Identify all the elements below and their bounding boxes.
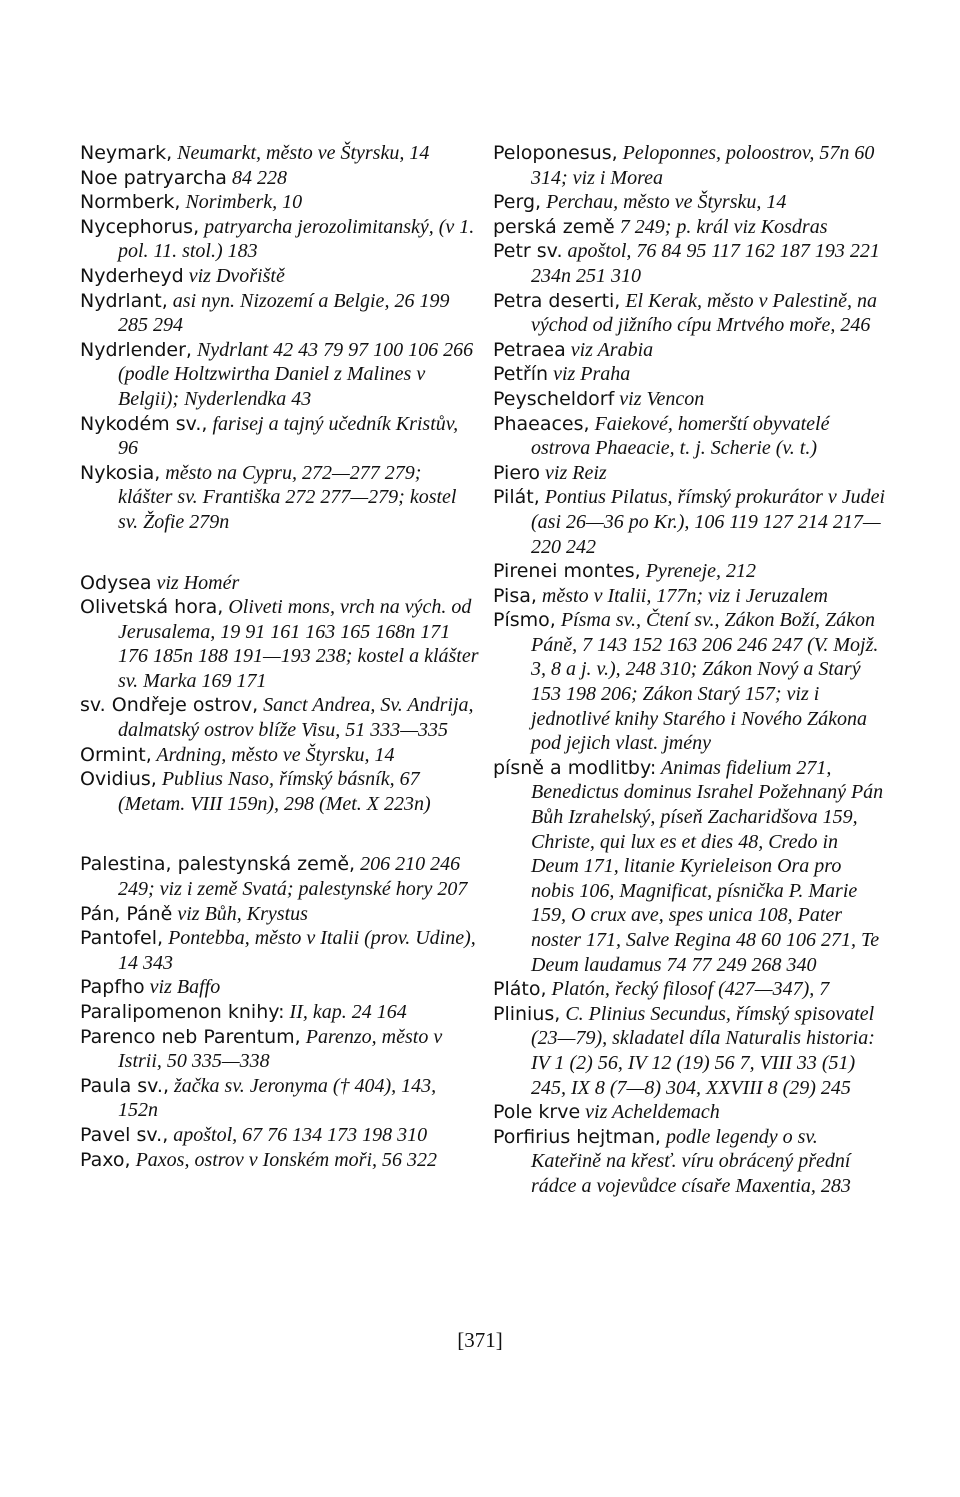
page-number: [371]	[457, 1328, 503, 1352]
entry-headword: Nykodém sv.,	[80, 412, 208, 435]
index-entry	[493, 461, 888, 486]
index-entry	[80, 1025, 480, 1074]
entry-text: viz Acheldemach	[580, 1101, 720, 1124]
entry-text: Animas fidelium 271, Benedictus dominus Israhel Požehnaný Pán Bůh Izrahelský, píseň Zacharidšova 159, Christe, qui lux es et dies 48, Credo in Deum 171, litanie Kyrieleison Ora pro nobis 106, Magnificat, písnička P. Marie 159, O crux ave, spes unica 108, Pater noster 171, Salve Regina 48 60 106 271, Te Deum laudamus 74 77 249 268 340	[531, 756, 884, 976]
entry-text: apoštol, 67 76 134 173 198 310	[168, 1123, 428, 1146]
index-entry	[80, 1074, 480, 1123]
entry-headword: Pavel sv.,	[80, 1123, 169, 1146]
index-entry	[80, 743, 480, 768]
entry-text: 206 210 246 249; viz i země Svatá; palestynské hory 207	[118, 853, 468, 901]
index-entry	[80, 767, 480, 816]
entry-text: viz Arabia	[565, 338, 654, 361]
entry-headword: Nydrlender,	[80, 338, 192, 361]
entry-headword: Noe patryarcha	[80, 166, 227, 189]
index-entry	[493, 756, 888, 977]
entry-text: viz Homér	[151, 571, 240, 594]
entry-text: Písma sv., Čtení sv., Zákon Boží, Zákon Páně, 7 143 152 163 206 246 247 (V. Mojž. 3, 8 a j. v.), 248 310; Zákon Nový a Starý 153 198 206; Zákon Starý 157; viz i jednotlivé knihy Starého i Nového Zákona pod jejich vlast. jmény	[531, 609, 879, 755]
entry-text: 84 228	[226, 166, 287, 189]
entry-text: žačka sv. Jeronyma († 404), 143, 152n	[118, 1074, 437, 1122]
index-entry	[493, 362, 888, 387]
index-entry	[80, 166, 480, 191]
index-entry	[80, 461, 480, 535]
entry-text: Platón, řecký filosof (427—347), 7	[546, 978, 830, 1001]
entry-headword: Phaeaces,	[493, 412, 590, 435]
index-entry	[80, 289, 480, 338]
entry-text: Pontius Pilatus, římský prokurátor v Judei (asi 26—36 po Kr.), 106 119 127 214 217—220 242	[531, 486, 886, 558]
index-entry	[493, 559, 888, 584]
index-entry	[80, 190, 480, 215]
entry-text: podle legendy o sv. Kateřině na křesť. víru obrácený přední rádce a vojevůdce císaře Maxentia, 283	[531, 1125, 851, 1197]
entry-text: Publius Naso, římský básník, 67 (Metam. VIII 159n), 298 (Met. X 223n)	[118, 768, 431, 815]
entry-headword: Palestina, palestynská země,	[80, 853, 356, 876]
entry-text: Parenzo, město v Istrii, 50 335—338	[118, 1025, 443, 1073]
index-entry	[80, 412, 480, 461]
entry-headword: Pantofel,	[80, 927, 164, 950]
entry-text: viz Dvořiště	[183, 264, 285, 287]
entry-headword: Paralipomenon knihy:	[80, 1001, 285, 1023]
entry-headword: Plinius,	[493, 1002, 561, 1025]
entry-text: patryarcha jerozolimitanský, (v 1. pol. 11. stol.) 183	[118, 215, 475, 263]
entry-text: Perchau, město ve Štyrsku, 14	[541, 191, 787, 214]
entry-headword: Pilát,	[493, 486, 540, 509]
section-gap	[80, 535, 480, 571]
index-entry	[493, 1002, 888, 1100]
entry-headword: Petřín	[493, 363, 549, 386]
index-entry	[493, 485, 888, 559]
entry-text: viz Praha	[548, 363, 631, 386]
entry-headword: Piero	[493, 461, 541, 484]
entry-headword: Normberk,	[80, 191, 181, 214]
entry-text: viz Reiz	[540, 461, 607, 484]
entry-headword: Ovidius,	[80, 768, 157, 791]
index-entry	[493, 289, 888, 338]
index-entry	[493, 141, 888, 190]
index-entry	[493, 1125, 888, 1199]
entry-text: C. Plinius Secundus, římský spisovatel (23—79), skladatel díla Naturalis historia: IV 1 (2) 56, IV 12 (19) 56 7, VIII 33 (51) 245, IX 8 (7—8) 304, XXVIII 8 (29) 245	[531, 1002, 875, 1099]
index-entry	[493, 584, 888, 609]
index-entry	[80, 595, 480, 693]
index-entry	[80, 902, 480, 927]
entry-headword: písně a modlitby:	[493, 756, 657, 779]
entry-headword: Pole krve	[493, 1101, 581, 1124]
index-entry	[80, 1123, 480, 1148]
index-entry	[80, 926, 480, 975]
entry-text: město na Cypru, 272—277 279; klášter sv. Františka 272 277—279; kostel sv. Žofie 279n	[118, 461, 457, 533]
entry-text: Norimberk, 10	[180, 191, 303, 214]
entry-headword: Paula sv.,	[80, 1074, 169, 1097]
entry-headword: sv. Ondřeje ostrov,	[80, 694, 259, 717]
entry-headword: Petr sv.	[493, 240, 563, 263]
entry-text: Sanct Andrea, Sv. Andrija, dalmatský ostrov blíže Visu, 51 333—335	[118, 694, 474, 742]
index-entry	[493, 977, 888, 1002]
index-entry	[80, 975, 480, 1000]
entry-text: apoštol, 76 84 95 117 162 187 193 221 234n 251 310	[531, 240, 880, 287]
index-entry	[80, 338, 480, 412]
index-entry	[80, 693, 480, 742]
entry-headword: Pirenei montes,	[493, 560, 641, 583]
entry-text: město v Italii, 177n; viz i Jeruzalem	[536, 584, 828, 607]
entry-text: Peloponnes, poloostrov, 57n 60 314; viz i Morea	[531, 142, 875, 189]
index-entry	[80, 141, 480, 166]
entry-headword: Odysea	[80, 571, 152, 594]
left-column	[80, 141, 480, 1172]
entry-text: El Kerak, město v Palestině, na východ od jižního cípu Mrtvého moře, 246	[531, 289, 877, 337]
entry-text: Neumarkt, město ve Štyrsku, 14	[172, 142, 430, 164]
index-entry	[80, 1000, 480, 1025]
section-gap	[80, 816, 480, 852]
index-entry	[493, 215, 888, 240]
entry-headword: Pán, Páně	[80, 902, 173, 925]
entry-text: viz Baffo	[144, 976, 221, 999]
entry-text: asi nyn. Nizozemí a Belgie, 26 199 285 294	[118, 289, 450, 337]
index-entry	[493, 608, 888, 756]
entry-headword: Peloponesus,	[493, 142, 618, 164]
entry-text: Ardning, město ve Štyrsku, 14	[151, 743, 395, 766]
index-entry	[493, 239, 888, 288]
entry-text: Nydrlant 42 43 79 97 100 106 266 (podle Holtzwirtha Daniel z Malines v Belgii); Nyderlendka 43	[118, 338, 474, 410]
index-entry	[493, 412, 888, 461]
index-entry	[80, 571, 480, 596]
entry-headword: Nykosia,	[80, 461, 161, 484]
entry-headword: Parenco neb Parentum,	[80, 1025, 301, 1048]
entry-headword: Pláto,	[493, 978, 547, 1001]
right-column	[493, 141, 888, 1199]
entry-headword: Nyderheyd	[80, 264, 184, 287]
index-entry	[493, 338, 888, 363]
entry-headword: Ormint,	[80, 743, 152, 766]
entry-headword: Olivetská hora,	[80, 596, 224, 619]
index-entry	[80, 1148, 480, 1173]
entry-text: 7 249; p. král viz Kosdras	[614, 215, 828, 238]
entry-headword: Perg,	[493, 191, 542, 214]
entry-text: Oliveti mons, vrch na vých. od Jerusalema, 19 91 161 163 165 168n 171 176 185n 188 191—193 238; kostel a klášter sv. Marka 169 171	[118, 596, 479, 692]
entry-text: Faiekové, homerští obyvatelé ostrova Phaeacie, t. j. Scherie (v. t.)	[531, 412, 830, 460]
index-entry	[493, 190, 888, 215]
entry-headword: Papfho	[80, 976, 145, 999]
entry-text: II, kap. 24 164	[284, 1001, 407, 1023]
entry-headword: Peyscheldorf	[493, 387, 615, 410]
entry-headword: Neymark,	[80, 142, 173, 164]
entry-headword: Petraea	[493, 338, 566, 361]
entry-headword: Porfirius hejtman,	[493, 1125, 661, 1148]
entry-text: viz Vencon	[614, 387, 705, 410]
entry-text: Pyreneje, 212	[640, 560, 757, 583]
entry-headword: Nydrlant,	[80, 289, 168, 312]
entry-text: Pontebba, město v Italii (prov. Udine), 14 343	[118, 927, 476, 974]
entry-headword: perská země	[493, 215, 615, 238]
index-entry	[80, 264, 480, 289]
entry-headword: Petra deserti,	[493, 289, 621, 312]
entry-text: Paxos, ostrov v Ionském moři, 56 322	[130, 1148, 438, 1171]
index-entry	[493, 1100, 888, 1125]
entry-text: viz Bůh, Krystus	[172, 902, 308, 925]
index-entry	[80, 215, 480, 264]
entry-headword: Písmo,	[493, 609, 556, 632]
entry-text: farisej a tajný učedník Kristův, 96	[118, 412, 459, 460]
index-entry	[493, 387, 888, 412]
index-entry	[80, 852, 480, 901]
entry-headword: Paxo,	[80, 1148, 131, 1171]
entry-headword: Nycephorus,	[80, 215, 200, 238]
entry-headword: Pisa,	[493, 584, 537, 607]
